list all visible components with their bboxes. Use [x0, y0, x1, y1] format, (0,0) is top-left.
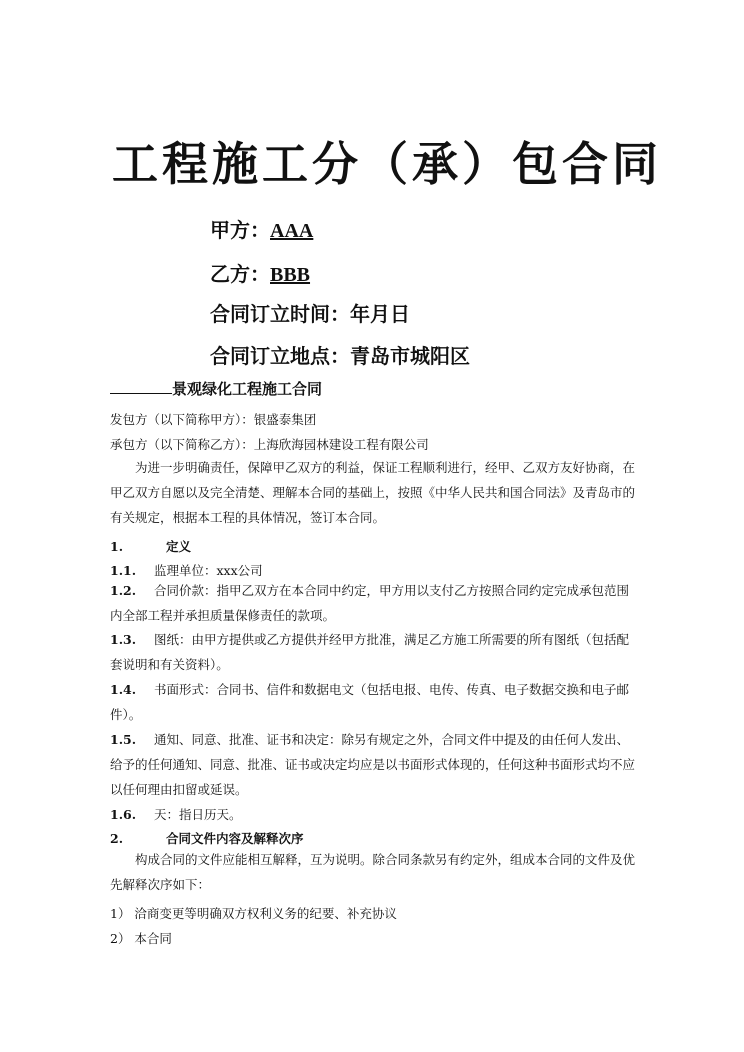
intro-paragraph: 为进一步明确责任，保障甲乙双方的利益，保证工程顺利进行，经甲、乙双方友好协商，在甲乙双方自愿以及完全清楚、理解本合同的基础上，按照《中华人民共和国合同法》及青岛市的有关规定，根据本工程的具体情况，签订本合同。	[110, 460, 636, 525]
contract-place-line	[210, 340, 470, 369]
clause-text: 通知、同意、批准、证书和决定：除另有规定之外，合同文件中提及的由任何人发出、给予的任何通知、同意、批准、证书或决定均应是以书面形式体现的，任何这种书面形式均不应以任何理由扣留或延误。	[110, 732, 636, 797]
contract-date-value: 年月日	[350, 302, 410, 326]
party-a-label: 甲方：	[210, 218, 270, 242]
clause-1-3	[110, 627, 638, 677]
clause-1-1	[110, 561, 263, 579]
clause-number: 1.4.	[110, 682, 137, 697]
section-1-heading	[110, 537, 191, 555]
blank-underline	[110, 379, 172, 394]
contractor-line: 承包方（以下简称乙方）：上海欣海园林建设工程有限公司	[110, 437, 429, 452]
section-number: 1.	[110, 539, 124, 554]
clause-1-2	[110, 578, 638, 628]
clause-text: 监理单位：xxx公司	[154, 563, 263, 578]
party-b-value: BBB	[270, 264, 311, 286]
clause-text: 图纸：由甲方提供或乙方提供并经甲方批准，满足乙方施工所需要的所有图纸（包括配套说明和有关资料）。	[110, 632, 630, 672]
party-a-line	[210, 214, 313, 243]
clause-text: 合同价款：指甲乙双方在本合同中约定，甲方用以支付乙方按照合同约定完成承包范围内全部工程并承担质量保修责任的款项。	[110, 583, 630, 623]
section-title: 合同文件内容及解释次序	[166, 831, 304, 846]
clause-number: 1.5.	[110, 732, 137, 747]
subtitle-text: 景观绿化工程施工合同	[172, 380, 323, 398]
clause-number: 1.6.	[110, 807, 137, 822]
contract-date-line	[210, 298, 410, 327]
clause-number: 1.1.	[110, 563, 137, 578]
list-item-2: 2） 本合同	[110, 931, 172, 946]
section-number: 2.	[110, 831, 124, 846]
contract-date-label: 合同订立时间：	[210, 302, 350, 326]
contract-place-value: 青岛市城阳区	[350, 344, 470, 368]
contract-place-label: 合同订立地点：	[210, 344, 350, 368]
clause-number: 1.3.	[110, 632, 137, 647]
contract-subtitle	[110, 378, 322, 399]
section-2-paragraph: 构成合同的文件应能相互解释，互为说明。除合同条款另有约定外，组成本合同的文件及优先解释次序如下：	[110, 852, 636, 892]
party-b-line	[210, 258, 310, 287]
party-a-value: AAA	[270, 220, 314, 242]
section-2-heading	[110, 829, 304, 847]
clause-1-6	[110, 805, 242, 823]
clause-1-4	[110, 677, 638, 727]
clause-1-5	[110, 727, 638, 802]
clause-text: 书面形式：合同书、信件和数据电文（包括电报、电传、传真、电子数据交换和电子邮件）。	[110, 682, 630, 722]
clause-number: 1.2.	[110, 583, 137, 598]
section-title: 定义	[166, 539, 192, 554]
issuer-line: 发包方（以下简称甲方）：银盛泰集团	[110, 412, 317, 427]
party-b-label: 乙方：	[210, 262, 270, 286]
list-item-1: 1） 洽商变更等明确双方权利义务的纪要、补充协议	[110, 906, 397, 921]
clause-text: 天：指日历天。	[154, 807, 242, 822]
document-title: 工程施工分（承）包合同	[112, 137, 662, 191]
